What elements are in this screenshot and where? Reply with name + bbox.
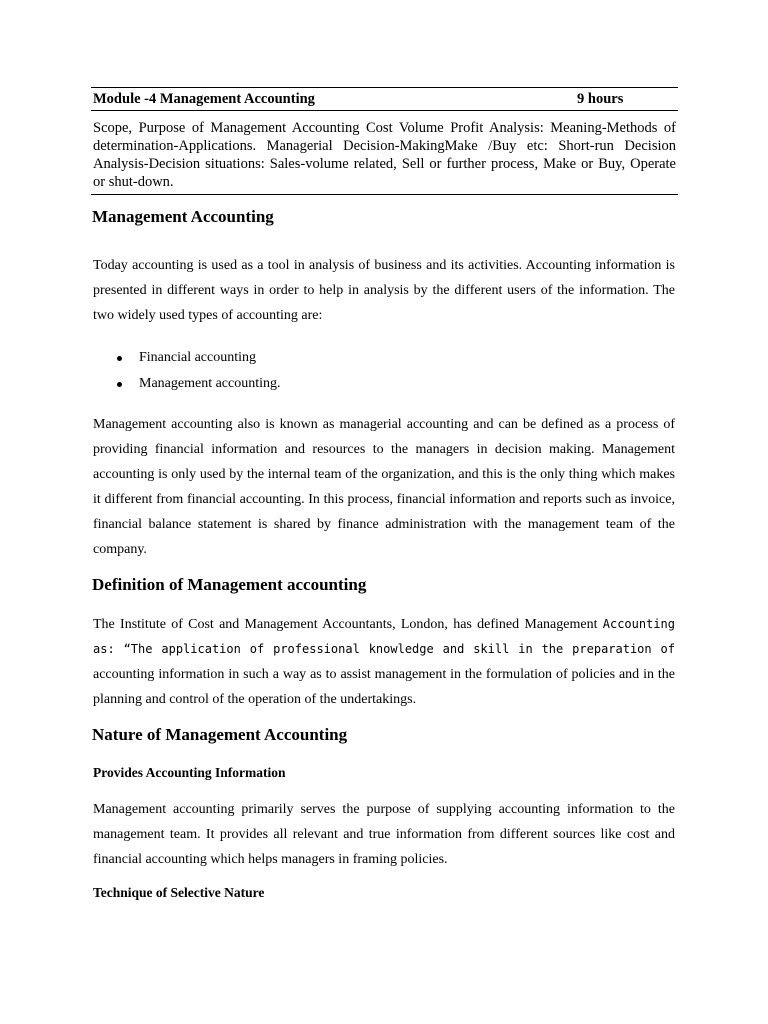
provides-information-paragraph: Management accounting primarily serves the purpose of supplying accounting information to the management team. It provides all relevant and true information from different sources like cost and financial accounting which helps managers in framing policies. [93,802,675,867]
definition-text-end: accounting information in such a way as to assist management in the formulation of policies and in the planning and control of the operation of the undertakings. [93,667,675,707]
management-accounting-paragraph: Management accounting also is known as managerial accounting and can be defined as a process of providing financial information and resources to the managers in decision making. Management accounting is only used by the internal team of the organization, and this is the only thing which makes it different from financial accounting. In this process, financial information and reports such as invoice, financial balance statement is shared by finance administration with the management team of the company. [93,417,675,557]
subheading-selective-nature: Technique of Selective Nature [93,885,265,900]
list-item-label: Management accounting. [139,376,281,391]
heading-definition: Definition of Management accounting [92,575,367,594]
module-title: Module -4 Management Accounting [93,91,315,107]
module-header [91,88,678,111]
module-description: Scope, Purpose of Management Accounting Cost Volume Profit Analysis: Meaning-Methods of determination-Applications. Managerial Decision-MakingMake /Buy etc: Short-run Decision Analysis-Decision situations: Sales-volume related, Sell or further process, Make or Buy, Operate or shut-down. [93,120,676,190]
list-item [93,371,673,397]
heading-management-accounting: Management Accounting [92,207,274,226]
intro-paragraph: Today accounting is used as a tool in analysis of business and its activities. Accounting information is presented in different ways in order to help in analysis by the different users of the information. The two widely used types of accounting are: [93,258,675,323]
definition-text-start: The Institute of Cost and Management Accountants, London, has defined Management [93,617,603,632]
bullet-icon [117,382,122,387]
module-summary-box [91,87,678,195]
definition-quote: Accounting as: “The application of professional knowledge and skill in the preparation of [93,617,675,656]
list-item [93,345,673,371]
bullet-icon [117,356,122,361]
list-item-label: Financial accounting [139,350,257,365]
module-hours: 9 hours [577,91,624,107]
subheading-provides-information: Provides Accounting Information [93,765,286,780]
definition-paragraph [93,612,675,712]
heading-nature: Nature of Management Accounting [92,725,348,744]
accounting-types-list [93,345,673,397]
